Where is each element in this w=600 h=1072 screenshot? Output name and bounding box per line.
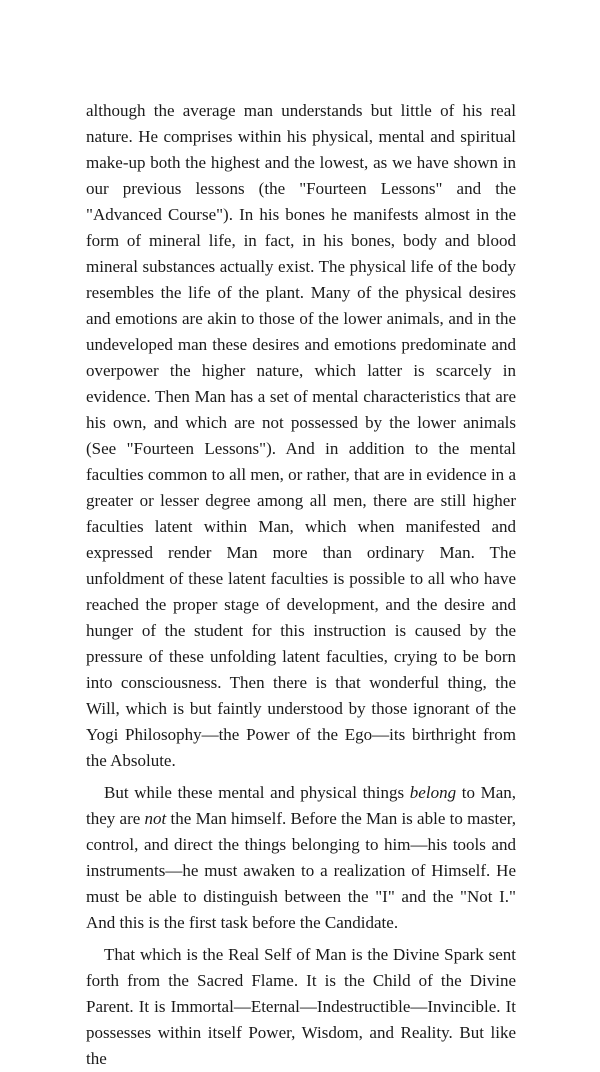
emphasis-belong: belong [409,783,457,802]
paragraph-1: although the average man understands but little of his real nature. He comprises within his physical, mental and spiritual make-up both the highest and the lowest, as we have shown in our previous lessons (the "Fourteen Lessons" and the "Advanced Course"). In his bones he manifests almost in the form of mineral life, in fact, in his bones, body and blood mineral substances actually exist. The physical life of the body resembles the life of the plant. Many of the physical desires and emotions are akin to those of the lower animals, and in the undeveloped man these desires and emotions predominate and overpower the higher nature, which latter is scarcely in evidence. Then Man has a set of mental characteristics that are his own, and which are not possessed by the lower animals (See "Fourteen Lessons"). And in addition to the mental faculties common to all men, or rather, that are in evidence in a greater or lesser degree among all men, there are still higher faculties latent within Man, which when manifested and expressed render Man more than ordinary Man. The unfoldment of these latent faculties is possible to all who have reached the proper stage of development, and the desire and hunger of the student for this instruction is caused by the pressure of these unfolding latent faculties, crying to be born into consciousness. Then there is that wonderful thing, the Will, which is but faintly understood by those ignorant of the Yogi Philosophy—the Power of the Ego—its birthright from the Absolute. [86,101,516,770]
emphasis-not: not [144,809,167,828]
paragraph-3: That which is the Real Self of Man is the Divine Spark sent forth from the Sacred Flame. It is the Child of the Divine Parent. It is Immortal—Eternal—Indestructible—Invincible. It possesses within itself Power, Wisdom, and Reality. But like the [86,945,516,1068]
paragraph-2-part-c: the Man himself. Before the Man is able to master, control, and direct the things belonging to him—his tools and instruments—he must awaken to a realization of Himself. He must be able to distinguish between the "I" and the "Not I." And this is the first task before the Candidate. [86,809,516,932]
body-text [86,98,516,1072]
paragraph-2-part-a: But while these mental and physical things [104,783,410,802]
paragraph-2-part-b: to Man, they are [86,783,517,828]
paragraph-2 [86,780,516,936]
